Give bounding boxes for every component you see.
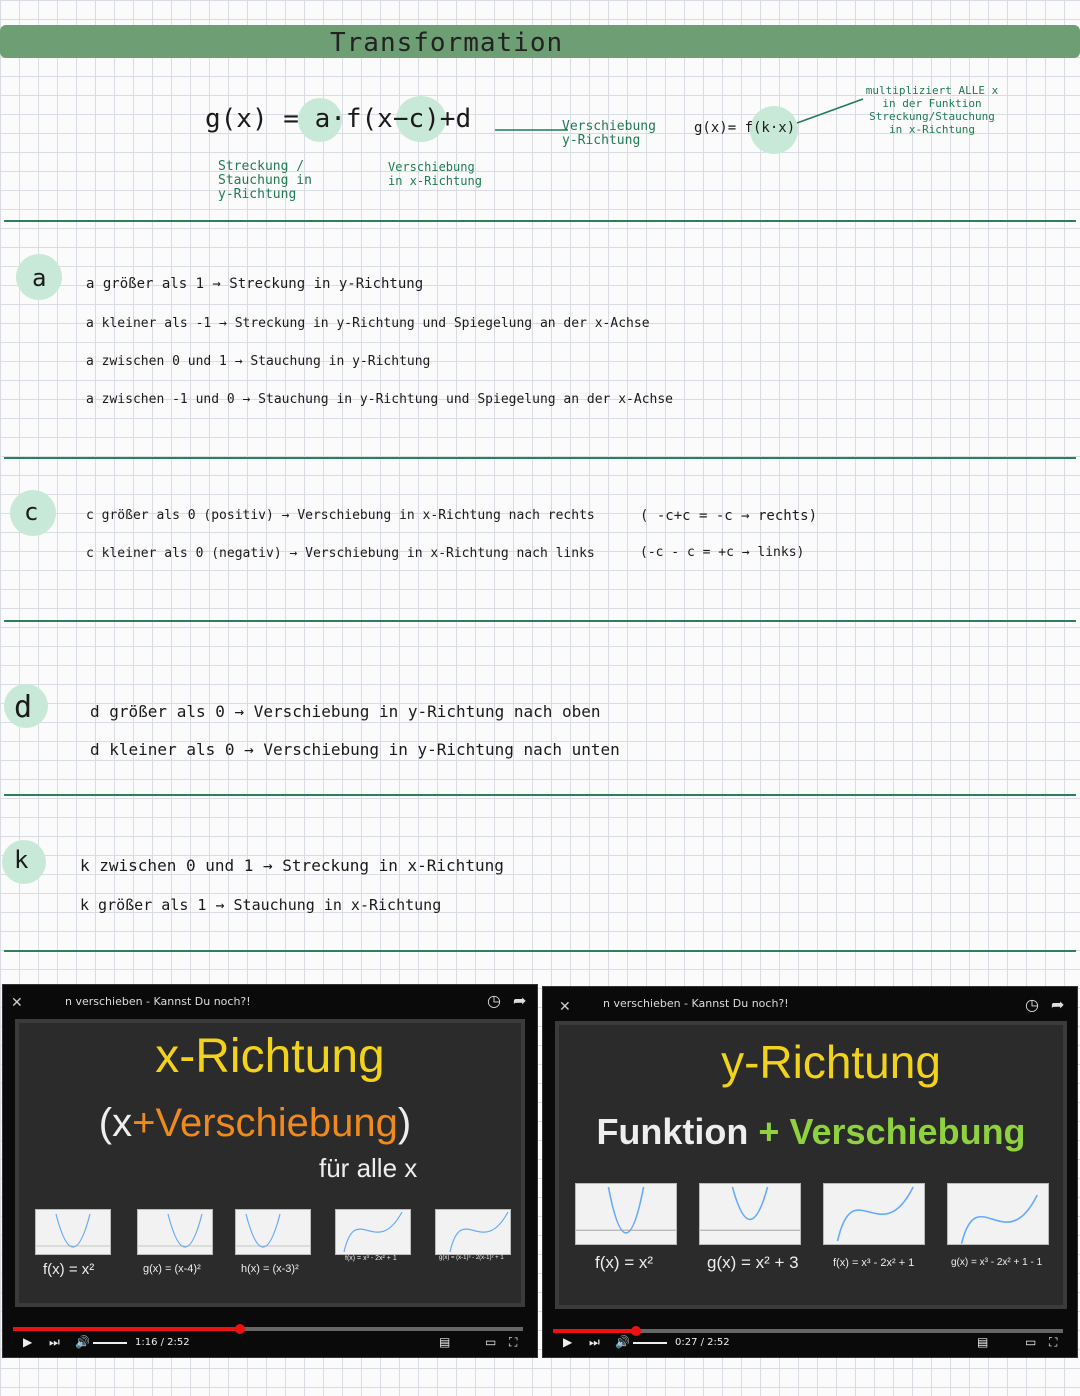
divider <box>4 220 1076 222</box>
video-time: 0:27 / 2:52 <box>675 1337 730 1348</box>
video-subheading <box>2 1101 521 1146</box>
section-d-line: d kleiner als 0 → Verschiebung in y-Richtung nach unten <box>90 740 620 759</box>
arrow-line <box>480 120 570 140</box>
subtitles-icon[interactable]: ▤ <box>439 1335 451 1349</box>
note-k: multipliziert ALLE x in der Funktion Streckung/Stauchung in x-Richtung <box>865 84 999 136</box>
divider <box>4 457 1076 459</box>
divider <box>4 950 1076 952</box>
clock-icon[interactable]: ◷ <box>487 991 501 1010</box>
share-icon[interactable]: ➦ <box>1051 995 1065 1014</box>
section-k-line: k größer als 1 → Stauchung in x-Richtung <box>80 896 442 914</box>
section-c-note: (-c - c = +c → links) <box>640 545 805 560</box>
alt-formula: g(x)= f(k·x) <box>694 120 796 136</box>
label-c: Verschiebung in x-Richtung <box>388 160 482 188</box>
page-title: Transformation <box>330 28 564 58</box>
graph-thumbnail <box>435 1209 511 1255</box>
cast-icon[interactable]: ▭ <box>1025 1335 1037 1349</box>
volume-slider[interactable] <box>633 1342 667 1344</box>
video-controls <box>543 1323 1077 1357</box>
section-a-letter: a <box>32 264 47 292</box>
function-label: g(x) = x² + 3 <box>707 1253 799 1272</box>
function-label: f(x) = x³ - 2x² + 1 <box>345 1255 397 1262</box>
video-left[interactable] <box>2 984 538 1358</box>
volume-slider[interactable] <box>93 1342 127 1344</box>
shift-term: Verschiebung <box>789 1111 1026 1152</box>
video-topbar <box>3 985 537 1017</box>
label-d: Verschiebung y-Richtung <box>562 119 656 148</box>
video-tab-title: n verschieben - Kannst Du noch?! <box>65 995 251 1008</box>
graph-thumbnail <box>947 1183 1049 1245</box>
function-label: g(x) = (x-4)² <box>143 1263 201 1275</box>
close-icon[interactable]: ✕ <box>559 999 571 1015</box>
section-c-line: c größer als 0 (positiv) → Verschiebung in x-Richtung nach rechts <box>86 508 595 523</box>
clock-icon[interactable]: ◷ <box>1025 995 1039 1014</box>
paren-open: (x <box>98 1101 133 1145</box>
divider <box>4 794 1076 796</box>
volume-icon[interactable]: 🔊 <box>615 1335 630 1349</box>
section-a-line: a kleiner als -1 → Streckung in y-Richtung und Spiegelung an der x-Achse <box>86 316 650 331</box>
label-a: Streckung / Stauchung in y-Richtung <box>218 159 312 202</box>
video-tab-title: n verschieben - Kannst Du noch?! <box>603 997 789 1010</box>
function-label: f(x) = x² <box>595 1253 654 1272</box>
function-term: Funktion <box>596 1111 749 1152</box>
main-formula: g(x) = a·f(x−c)+d <box>205 104 472 134</box>
video-heading: y-Richtung <box>721 1036 941 1088</box>
play-icon[interactable]: ▶ <box>23 1335 33 1349</box>
graph-thumbnail <box>699 1183 801 1245</box>
plus-sign: + <box>758 1111 780 1152</box>
graph-thumbnail <box>823 1183 925 1245</box>
subtitles-icon[interactable]: ▤ <box>977 1335 989 1349</box>
function-label: h(x) = (x-3)² <box>241 1263 299 1275</box>
chalkboard <box>15 1019 525 1307</box>
section-k-letter: k <box>14 846 29 874</box>
section-c-letter: c <box>24 498 39 526</box>
section-d-letter: d <box>14 690 33 725</box>
section-d-line: d größer als 0 → Verschiebung in y-Richtung nach oben <box>90 702 601 721</box>
fullscreen-icon[interactable]: ⛶ <box>509 1335 518 1349</box>
section-a-line: a zwischen -1 und 0 → Stauchung in y-Richtung und Spiegelung an der x-Achse <box>86 392 673 407</box>
note-pointer <box>795 95 865 125</box>
divider <box>4 620 1076 622</box>
function-label: f(x) = x² <box>43 1261 95 1278</box>
video-sub2: für alle x <box>319 1153 418 1183</box>
next-icon[interactable]: ⏭ <box>49 1335 60 1349</box>
function-label: g(x) = (x-1)³ - 2(x-1)² + 1 <box>439 1255 504 1261</box>
video-controls <box>3 1323 537 1357</box>
next-icon[interactable]: ⏭ <box>589 1335 600 1349</box>
graph-thumbnail <box>335 1209 411 1255</box>
video-right[interactable] <box>542 986 1078 1358</box>
graph-thumbnail <box>137 1209 213 1255</box>
fullscreen-icon[interactable]: ⛶ <box>1049 1335 1058 1349</box>
video-topbar <box>543 987 1077 1019</box>
graph-thumbnail <box>235 1209 311 1255</box>
graph-thumbnail <box>35 1209 111 1255</box>
close-icon[interactable]: ✕ <box>11 995 23 1011</box>
graph-thumbnail <box>575 1183 677 1245</box>
shift-term: +Verschiebung <box>132 1101 398 1145</box>
section-a-line: a größer als 1 → Streckung in y-Richtung <box>86 276 424 292</box>
chalkboard <box>555 1021 1067 1309</box>
video-time: 1:16 / 2:52 <box>135 1337 190 1348</box>
section-c-note: ( -c+c = -c → rechts) <box>640 508 818 524</box>
play-icon[interactable]: ▶ <box>563 1335 573 1349</box>
share-icon[interactable]: ➦ <box>513 991 527 1010</box>
function-label: g(x) = x³ - 2x² + 1 - 1 <box>951 1257 1043 1268</box>
volume-icon[interactable]: 🔊 <box>75 1335 90 1349</box>
section-a-line: a zwischen 0 und 1 → Stauchung in y-Richtung <box>86 354 431 369</box>
section-c-line: c kleiner als 0 (negativ) → Verschiebung in x-Richtung nach links <box>86 546 595 561</box>
video-subheading <box>559 1111 1063 1153</box>
cast-icon[interactable]: ▭ <box>485 1335 497 1349</box>
video-heading: x-Richtung <box>155 1030 385 1083</box>
function-label: f(x) = x³ - 2x² + 1 <box>833 1257 915 1269</box>
paren-close: ) <box>397 1101 412 1145</box>
section-k-line: k zwischen 0 und 1 → Streckung in x-Richtung <box>80 856 504 875</box>
